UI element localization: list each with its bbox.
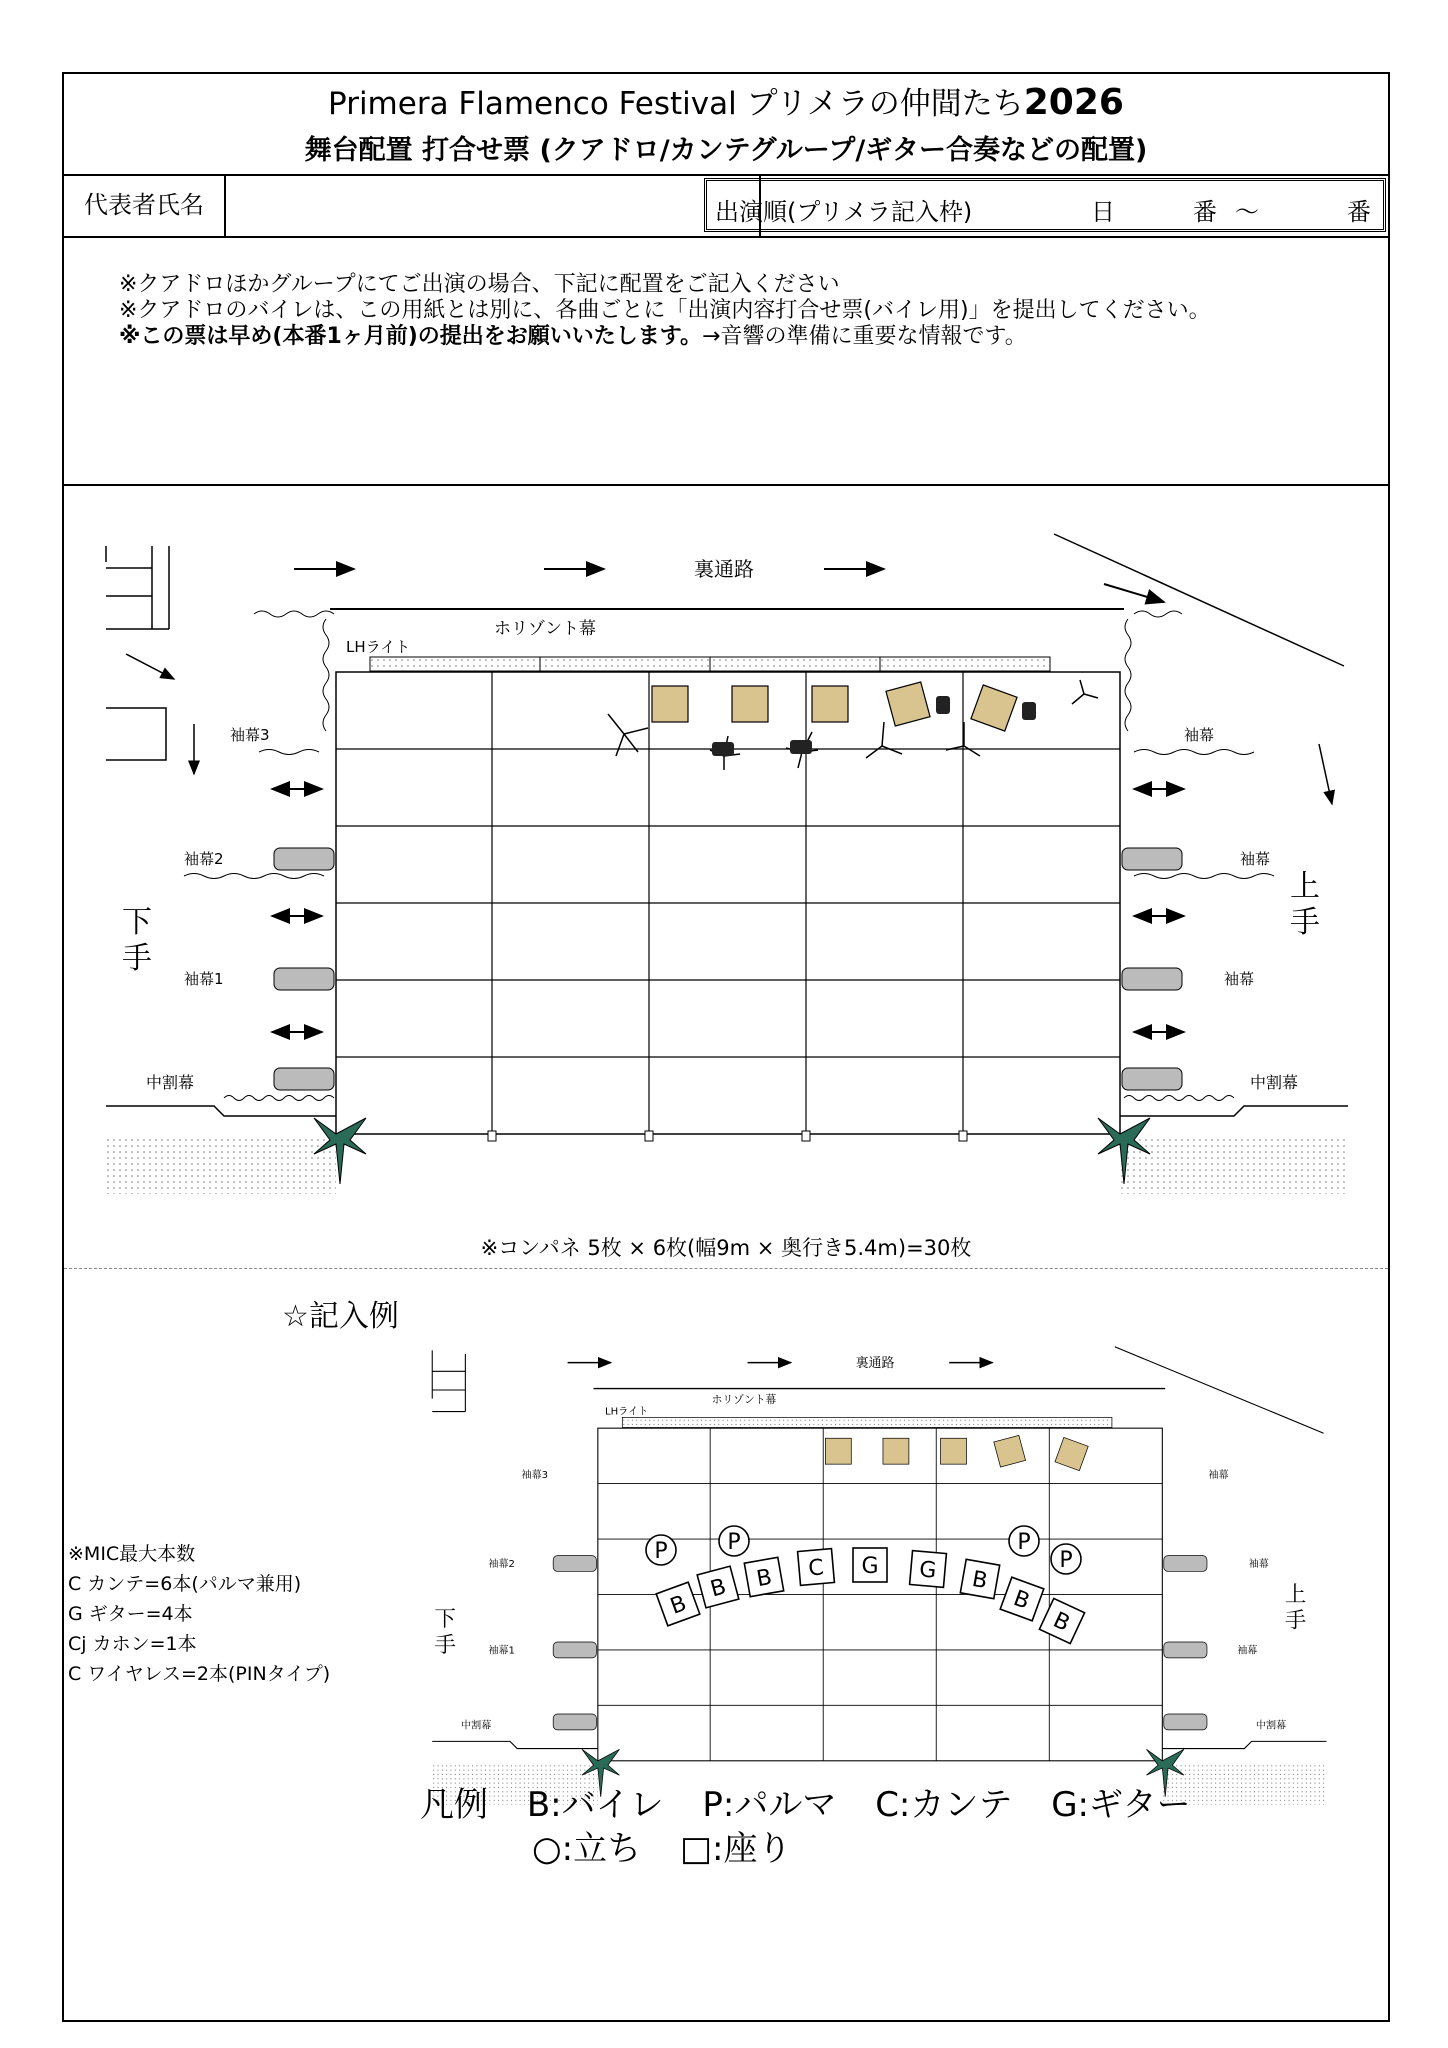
ex-shimote-2: 手 <box>434 1633 456 1659</box>
legend-p: P:パルマ <box>702 1785 837 1825</box>
note-line-1: ※クアドロほかグループにてご出演の場合、下記に配置をご記入ください <box>119 272 840 297</box>
legend-b: B:バイレ <box>526 1785 664 1825</box>
representative-name-field[interactable] <box>226 174 761 236</box>
legend-row-1 <box>420 1777 1219 1826</box>
mic-item: Cj カホン=1本 <box>68 1633 197 1655</box>
left-curtain-3-label: 袖幕3 <box>230 726 270 744</box>
ex-back-passage-label: 裏通路 <box>855 1355 895 1371</box>
palma-position <box>1051 1544 1081 1574</box>
ex-right-middle-label: 中割幕 <box>1255 1720 1287 1732</box>
ex-left-curtain-1-label: 袖幕1 <box>488 1645 515 1657</box>
position-label: B <box>1049 1607 1074 1637</box>
performer-position <box>910 1551 947 1588</box>
position-label: P <box>727 1530 741 1555</box>
left-light-2 <box>274 848 334 870</box>
order-day-label: 日 <box>1091 198 1115 226</box>
example-title: ☆記入例 <box>282 1299 399 1334</box>
legend-c: C:カンテ <box>875 1785 1013 1825</box>
performance-order-box[interactable] <box>704 178 1386 232</box>
representative-label: 代表者氏名 <box>64 174 226 236</box>
position-label: G <box>918 1557 938 1584</box>
form-frame <box>62 72 1390 2022</box>
page-subtitle: 舞台配置 打合せ票 (クアドロ/カンテグループ/ギター合奏などの配置) <box>304 135 1148 166</box>
performer-position <box>798 1549 835 1586</box>
example-stage-diagram <box>64 1269 1390 2019</box>
legend-standing: ○:立ち <box>532 1829 642 1869</box>
note-line-3-tail: →音響の準備に重要な情報です。 <box>702 324 1027 349</box>
title-row <box>64 74 1388 176</box>
ex-horizont-label: ホリゾント幕 <box>711 1392 777 1406</box>
position-label: C <box>807 1555 825 1582</box>
legend-row-2 <box>532 1821 820 1870</box>
left-curtain-2-label: 袖幕2 <box>184 850 224 868</box>
order-number-label: 番 <box>1193 198 1217 226</box>
legend-title: 凡例 <box>420 1785 488 1825</box>
position-label: B <box>754 1564 774 1593</box>
position-label: B <box>1010 1586 1033 1615</box>
back-passage-label: 裏通路 <box>694 557 754 581</box>
left-curtain-1-label: 袖幕1 <box>184 970 224 988</box>
performer-position <box>853 1548 887 1582</box>
order-tilde: 〜 <box>1235 198 1259 226</box>
left-middle-curtain-label: 中割幕 <box>146 1073 195 1092</box>
ex-left-curtain-3-label: 袖幕3 <box>521 1469 549 1481</box>
ex-shimote-1: 下 <box>434 1607 456 1633</box>
performer-position <box>744 1557 783 1596</box>
position-label: G <box>861 1554 879 1579</box>
note-line-3 <box>119 324 1027 350</box>
right-curtain-1-label: 袖幕 <box>1224 970 1255 988</box>
position-label: B <box>970 1566 990 1595</box>
example-section <box>64 1269 1388 2019</box>
ex-right-curtain-2-label: 袖幕 <box>1248 1559 1269 1571</box>
right-light-0 <box>1122 1068 1182 1090</box>
lh-light-label: LHライト <box>346 638 411 656</box>
ex-right-curtain-3-label: 袖幕 <box>1208 1469 1229 1481</box>
stage-diagram-section <box>64 484 1388 1269</box>
ex-left-curtain-2-label: 袖幕2 <box>488 1559 515 1571</box>
title-year: 2026 <box>1023 82 1124 123</box>
ex-kamite-1: 上 <box>1284 1582 1307 1608</box>
stage-diagram <box>64 484 1390 1268</box>
legend-g: G:ギター <box>1051 1785 1191 1825</box>
horizont-wave <box>254 611 1182 617</box>
performer-position <box>960 1559 999 1598</box>
position-label: B <box>707 1574 729 1603</box>
wall-top-left <box>106 546 169 629</box>
panel-note: ※コンパネ 5枚 × 6枚(幅9m × 奥行き5.4m)=30枚 <box>480 1236 972 1260</box>
mic-list-title: ※MIC最大本数 <box>68 1543 196 1565</box>
representative-row <box>64 174 1388 238</box>
palma-position <box>1009 1526 1039 1556</box>
right-light-1 <box>1122 968 1182 990</box>
horizont-label: ホリゾント幕 <box>494 619 596 639</box>
right-middle-curtain-label: 中割幕 <box>1250 1073 1299 1092</box>
right-light-2 <box>1122 848 1182 870</box>
title-jp: プリメラの仲間たち <box>746 86 1024 122</box>
shimote-label-1: 下 <box>122 905 152 940</box>
kamite-label-1: 上 <box>1290 869 1320 904</box>
note-line-3-bold: ※この票は早め(本番1ヶ月前)の提出をお願いいたします。 <box>119 324 703 349</box>
order-number-end-label: 番 <box>1347 198 1371 226</box>
position-label: P <box>1059 1548 1073 1573</box>
legend-sitting: □:座り <box>679 1829 792 1869</box>
diag-arrow <box>1104 584 1164 602</box>
mic-item: G ギター=4本 <box>68 1603 193 1625</box>
shimote-label-2: 手 <box>122 941 152 976</box>
page-title <box>64 78 1388 123</box>
note-line-2: ※クアドロのバイレは、この用紙とは別に、各曲ごとに「出演内容打合せ票(バイレ用)」を提出してください。 <box>119 298 1211 323</box>
mic-item: C カンテ=6本(パルマ兼用) <box>68 1573 302 1595</box>
diagonal-wall <box>1054 534 1344 666</box>
mic-item: C ワイヤレス=2本(PINタイプ) <box>68 1663 331 1685</box>
left-light-1 <box>274 968 334 990</box>
kamite-label-2: 手 <box>1290 905 1320 940</box>
ex-kamite-2: 手 <box>1284 1608 1307 1634</box>
ex-lh-light-label: LHライト <box>605 1406 649 1418</box>
position-label: B <box>667 1591 690 1620</box>
order-label: 出演順(プリメラ記入枠) <box>715 198 973 226</box>
left-light-0 <box>274 1068 334 1090</box>
right-curtain-2-label: 袖幕 <box>1240 850 1271 868</box>
palma-position <box>719 1526 749 1556</box>
position-label: P <box>1017 1530 1031 1555</box>
ex-right-curtain-1-label: 袖幕 <box>1237 1645 1258 1657</box>
title-en: Primera Flamenco Festival <box>328 86 737 122</box>
notes-section <box>64 236 1388 486</box>
position-label: P <box>654 1539 668 1564</box>
ex-left-middle-label: 中割幕 <box>461 1720 492 1732</box>
palma-position <box>646 1535 676 1565</box>
right-curtain-3-label: 袖幕 <box>1184 726 1215 744</box>
